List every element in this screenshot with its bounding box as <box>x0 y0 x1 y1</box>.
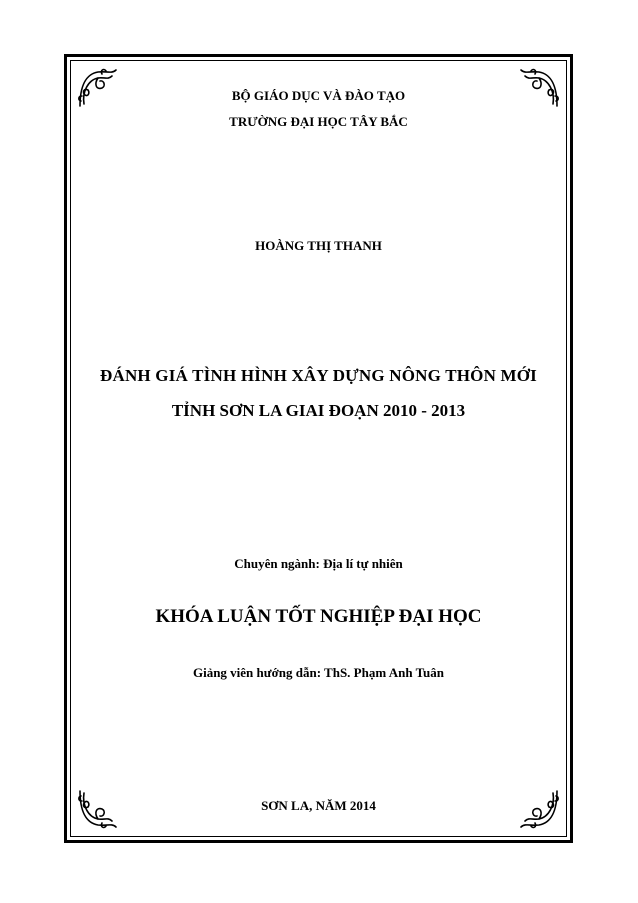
author-name: HOÀNG THỊ THANH <box>255 238 382 253</box>
thesis-title-line-1: ĐÁNH GIÁ TÌNH HÌNH XÂY DỰNG NÔNG THÔN MỚI <box>99 366 537 385</box>
inner-border <box>70 60 567 837</box>
university-name: TRƯỜNG ĐẠI HỌC TÂY BẮC <box>229 114 408 129</box>
document-type: KHÓA LUẬN TỐT NGHIỆP ĐẠI HỌC <box>155 606 482 627</box>
thesis-title-line-2: TỈNH SƠN LA GIAI ĐOẠN 2010 - 2013 <box>171 401 466 420</box>
ministry-name: BỘ GIÁO DỤC VÀ ĐÀO TẠO <box>231 88 406 103</box>
advisor-line: Giảng viên hướng dẫn: ThS. Phạm Anh Tuân <box>192 665 445 680</box>
major-field: Chuyên ngành: Địa lí tự nhiên <box>234 556 403 571</box>
place-and-year: SƠN LA, NĂM 2014 <box>261 798 376 813</box>
